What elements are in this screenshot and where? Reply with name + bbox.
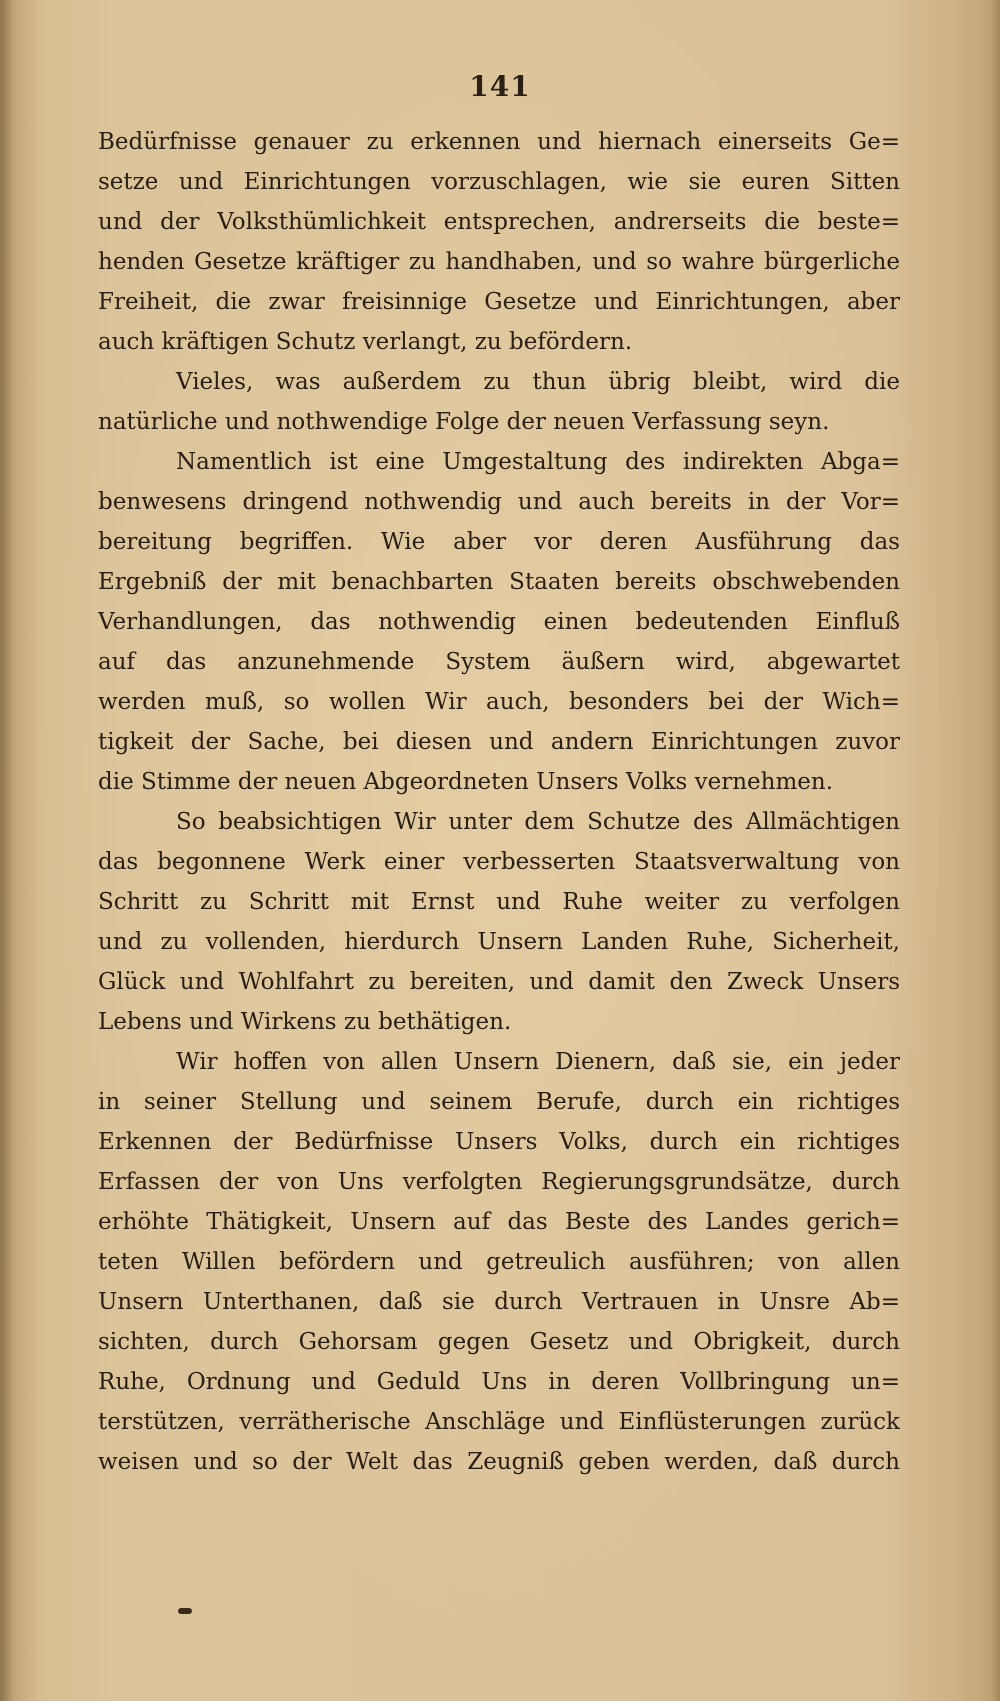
text-line: setze und Einrichtungen vorzuschlagen, wie sie euren Sitten: [98, 169, 900, 195]
page-edge-shadow-left: [0, 0, 14, 1701]
text-line: teten Willen befördern und getreulich ausführen; von allen: [98, 1249, 900, 1275]
text-line: auch kräftigen Schutz verlangt, zu befördern.: [98, 329, 633, 355]
body-text: [98, 122, 900, 1482]
text-line: Bedürfnisse genauer zu erkennen und hiernach einerseits Ge=: [98, 129, 900, 155]
text-line: Erkennen der Bedürfnisse Unsers Volks, durch ein richtiges: [98, 1129, 900, 1155]
text-line: henden Gesetze kräftiger zu handhaben, und so wahre bürgerliche: [98, 249, 900, 275]
text-line: das begonnene Werk einer verbesserten Staatsverwaltung von: [98, 849, 900, 875]
text-line: auf das anzunehmende System äußern wird, abgewartet: [98, 649, 900, 675]
text-line: weisen und so der Welt das Zeugniß geben werden, daß durch: [98, 1449, 900, 1475]
text-line: werden muß, so wollen Wir auch, besonders bei der Wich=: [98, 689, 900, 715]
text-line: Lebens und Wirkens zu bethätigen.: [98, 1009, 512, 1035]
page-number: 141: [469, 70, 531, 103]
paragraph-first-line: Namentlich ist eine Umgestaltung des indirekten Abga=: [176, 449, 900, 475]
paragraph-first-line: So beabsichtigen Wir unter dem Schutze des Allmächtigen: [176, 809, 900, 835]
text-line: Schritt zu Schritt mit Ernst und Ruhe weiter zu verfolgen: [98, 889, 900, 915]
text-line: Ergebniß der mit benachbarten Staaten bereits obschwebenden: [98, 569, 900, 595]
text-line: Ruhe, Ordnung und Geduld Uns in deren Vollbringung un=: [98, 1369, 900, 1395]
text-line: terstützen, verrätherische Anschläge und Einflüsterungen zurück: [98, 1409, 900, 1435]
text-line: Unsern Unterthanen, daß sie durch Vertrauen in Unsre Ab=: [98, 1289, 900, 1315]
text-line: benwesens dringend nothwendig und auch bereits in der Vor=: [98, 489, 900, 515]
text-line: Freiheit, die zwar freisinnige Gesetze und Einrichtungen, aber: [98, 289, 900, 315]
text-line: tigkeit der Sache, bei diesen und andern Einrichtungen zuvor: [98, 729, 900, 755]
text-line: Verhandlungen, das nothwendig einen bedeutenden Einfluß: [98, 609, 900, 635]
text-line: erhöhte Thätigkeit, Unsern auf das Beste des Landes gerich=: [98, 1209, 900, 1235]
text-line: Glück und Wohlfahrt zu bereiten, und damit den Zweck Unsers: [98, 969, 900, 995]
text-line: in seiner Stellung und seinem Berufe, durch ein richtiges: [98, 1089, 900, 1115]
text-line: sichten, durch Gehorsam gegen Gesetz und Obrigkeit, durch: [98, 1329, 900, 1355]
text-line: und zu vollenden, hierdurch Unsern Landen Ruhe, Sicherheit,: [98, 929, 900, 955]
text-line: die Stimme der neuen Abgeordneten Unsers Volks vernehmen.: [98, 769, 834, 795]
text-line: natürliche und nothwendige Folge der neuen Verfassung seyn.: [98, 409, 830, 435]
text-line: und der Volksthümlichkeit entsprechen, andrerseits die beste=: [98, 209, 900, 235]
ink-blot-mark: [178, 1608, 192, 1614]
paragraph-first-line: Vieles, was außerdem zu thun übrig bleibt, wird die: [176, 369, 900, 395]
paragraph-first-line: Wir hoffen von allen Unsern Dienern, daß sie, ein jeder: [176, 1049, 900, 1075]
text-line: Erfassen der von Uns verfolgten Regierungsgrundsätze, durch: [98, 1169, 900, 1195]
page-edge-shadow-right: [990, 0, 1000, 1701]
text-line: bereitung begriffen. Wie aber vor deren Ausführung das: [98, 529, 900, 555]
